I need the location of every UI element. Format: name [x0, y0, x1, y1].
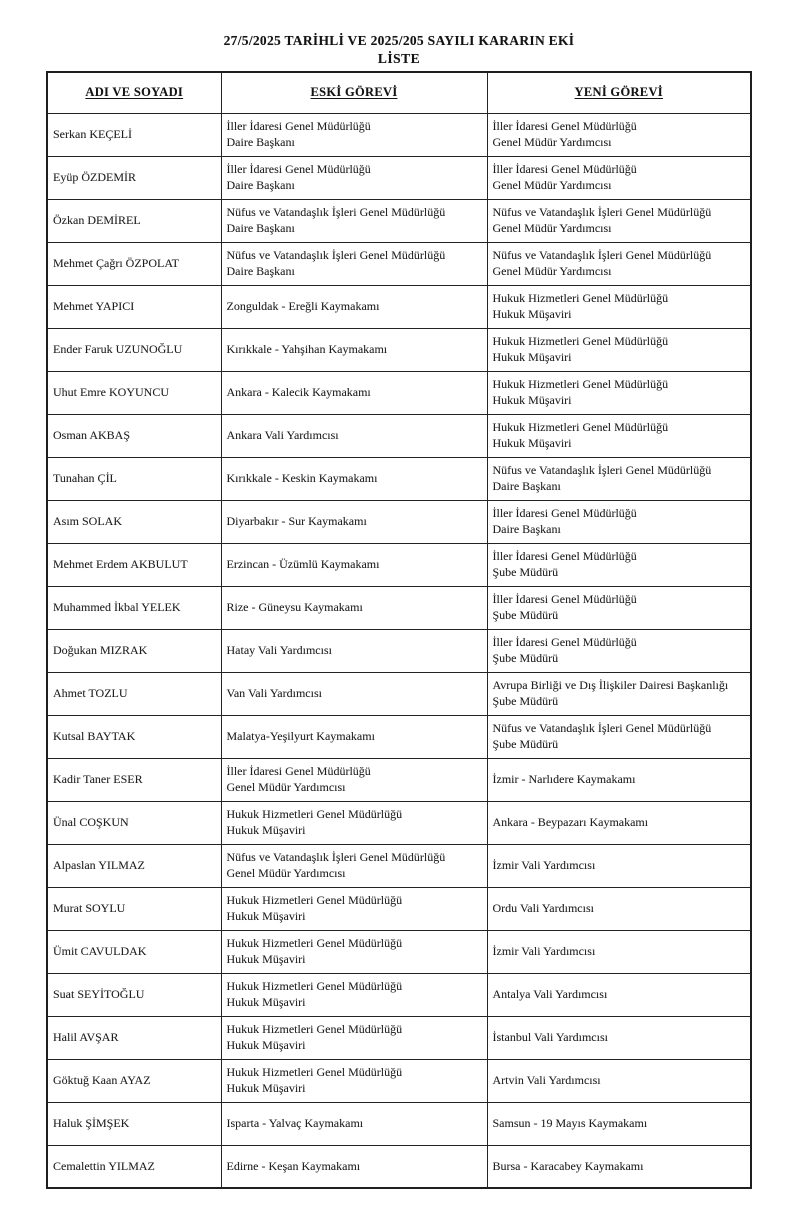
position-line: Hukuk Hizmetleri Genel Müdürlüğü: [492, 377, 669, 391]
header-new-position-label: YENİ GÖREVİ: [574, 85, 663, 100]
position-line: İller İdaresi Genel Müdürlüğü: [226, 764, 371, 778]
position-line: Kırıkkale - Keskin Kaymakamı: [226, 470, 378, 485]
document-subtitle: LİSTE: [377, 51, 421, 66]
position-line: Hukuk Müşaviri: [492, 306, 572, 321]
person-name: Murat SOYLU: [53, 900, 126, 915]
person-name: Özkan DEMİREL: [53, 212, 141, 227]
position-line: İller İdaresi Genel Müdürlüğü: [492, 592, 637, 606]
position-line: Hukuk Hizmetleri Genel Müdürlüğü: [226, 893, 403, 907]
position-line: Hukuk Müşaviri: [226, 1080, 306, 1095]
cell-new-position: [487, 672, 751, 715]
cell-new-position: [487, 758, 751, 801]
position-line: Diyarbakır - Sur Kaymakamı: [226, 513, 367, 528]
appointments-table: [46, 71, 752, 1189]
position-line: Nüfus ve Vatandaşlık İşleri Genel Müdürlüğü: [492, 248, 712, 262]
cell-person-name: [47, 113, 221, 156]
position-line: İller İdaresi Genel Müdürlüğü: [492, 635, 637, 649]
cell-person-name: [47, 328, 221, 371]
cell-old-position: [221, 242, 487, 285]
person-name: Kutsal BAYTAK: [53, 728, 136, 743]
position-line: Hukuk Müşaviri: [492, 435, 572, 450]
position-line: Şube Müdürü: [492, 607, 559, 622]
header-old-position-label: ESKİ GÖREVİ: [310, 85, 398, 100]
table-row: [47, 715, 751, 758]
position-line: İller İdaresi Genel Müdürlüğü: [492, 506, 637, 520]
table-row: [47, 156, 751, 199]
table-row: [47, 199, 751, 242]
cell-new-position: [487, 1059, 751, 1102]
cell-old-position: [221, 199, 487, 242]
header-cell-old-position: [221, 72, 487, 113]
position-line: Hukuk Hizmetleri Genel Müdürlüğü: [226, 1065, 403, 1079]
cell-old-position: [221, 844, 487, 887]
cell-person-name: [47, 887, 221, 930]
position-line: Şube Müdürü: [492, 650, 559, 665]
person-name: Mehmet Çağrı ÖZPOLAT: [53, 255, 179, 270]
cell-new-position: [487, 328, 751, 371]
cell-person-name: [47, 586, 221, 629]
person-name: Osman AKBAŞ: [53, 427, 131, 442]
person-name: Kadir Taner ESER: [53, 771, 143, 786]
position-line: Genel Müdür Yardımcısı: [492, 263, 612, 278]
cell-old-position: [221, 801, 487, 844]
position-line: İller İdaresi Genel Müdürlüğü: [226, 162, 371, 176]
cell-new-position: [487, 715, 751, 758]
cell-old-position: [221, 328, 487, 371]
position-line: Nüfus ve Vatandaşlık İşleri Genel Müdürlüğü: [226, 205, 446, 219]
cell-person-name: [47, 1059, 221, 1102]
cell-person-name: [47, 500, 221, 543]
cell-new-position: [487, 1102, 751, 1145]
person-name: Haluk ŞİMŞEK: [53, 1115, 130, 1130]
cell-new-position: [487, 285, 751, 328]
title-block: [0, 33, 798, 67]
cell-old-position: [221, 973, 487, 1016]
position-line: Isparta - Yalvaç Kaymakamı: [226, 1115, 364, 1130]
cell-person-name: [47, 844, 221, 887]
cell-person-name: [47, 758, 221, 801]
position-line: Hatay Vali Yardımcısı: [226, 642, 332, 657]
header-name-label: ADI VE SOYADI: [85, 85, 184, 100]
person-name: Cemalettin YILMAZ: [53, 1158, 155, 1173]
position-line: Hukuk Hizmetleri Genel Müdürlüğü: [226, 1022, 403, 1036]
position-line: İzmir Vali Yardımcısı: [492, 943, 596, 958]
table-row: [47, 1102, 751, 1145]
position-line: Daire Başkanı: [226, 177, 295, 192]
position-line: Nüfus ve Vatandaşlık İşleri Genel Müdürlüğü: [492, 463, 712, 477]
position-line: Genel Müdür Yardımcısı: [492, 177, 612, 192]
position-line: Ankara Vali Yardımcısı: [226, 427, 339, 442]
cell-old-position: [221, 500, 487, 543]
cell-new-position: [487, 629, 751, 672]
position-line: Nüfus ve Vatandaşlık İşleri Genel Müdürlüğü: [226, 248, 446, 262]
position-line: Hukuk Müşaviri: [226, 1037, 306, 1052]
cell-old-position: [221, 1016, 487, 1059]
table-row: [47, 371, 751, 414]
position-line: Avrupa Birliği ve Dış İlişkiler Dairesi Başkanlığı: [492, 678, 729, 692]
table-row: [47, 629, 751, 672]
cell-new-position: [487, 543, 751, 586]
cell-new-position: [487, 199, 751, 242]
cell-person-name: [47, 1102, 221, 1145]
table-row: [47, 1145, 751, 1188]
position-line: Hukuk Müşaviri: [226, 951, 306, 966]
position-line: Genel Müdür Yardımcısı: [492, 134, 612, 149]
cell-old-position: [221, 457, 487, 500]
position-line: Daire Başkanı: [226, 134, 295, 149]
position-line: Ankara - Kalecik Kaymakamı: [226, 384, 371, 399]
position-line: Şube Müdürü: [492, 736, 559, 751]
cell-old-position: [221, 371, 487, 414]
cell-person-name: [47, 543, 221, 586]
table-row: [47, 758, 751, 801]
cell-old-position: [221, 629, 487, 672]
position-line: Hukuk Hizmetleri Genel Müdürlüğü: [492, 334, 669, 348]
position-line: Van Vali Yardımcısı: [226, 685, 322, 700]
cell-new-position: [487, 457, 751, 500]
person-name: Ümit CAVULDAK: [53, 943, 147, 958]
table-row: [47, 586, 751, 629]
cell-new-position: [487, 113, 751, 156]
position-line: Genel Müdür Yardımcısı: [226, 779, 346, 794]
position-line: Hukuk Hizmetleri Genel Müdürlüğü: [226, 807, 403, 821]
position-line: Nüfus ve Vatandaşlık İşleri Genel Müdürlüğü: [226, 850, 446, 864]
position-line: Malatya-Yeşilyurt Kaymakamı: [226, 728, 375, 743]
position-line: Erzincan - Üzümlü Kaymakamı: [226, 556, 380, 571]
table-row: [47, 801, 751, 844]
table-row: [47, 500, 751, 543]
position-line: Daire Başkanı: [492, 521, 561, 536]
position-line: Edirne - Keşan Kaymakamı: [226, 1158, 361, 1173]
table-row: [47, 1016, 751, 1059]
cell-person-name: [47, 156, 221, 199]
cell-new-position: [487, 930, 751, 973]
table-row: [47, 328, 751, 371]
position-line: İller İdaresi Genel Müdürlüğü: [492, 119, 637, 133]
cell-new-position: [487, 844, 751, 887]
position-line: İzmir Vali Yardımcısı: [492, 857, 596, 872]
table-row: [47, 457, 751, 500]
cell-new-position: [487, 887, 751, 930]
person-name: Uhut Emre KOYUNCU: [53, 384, 169, 399]
person-name: Mehmet YAPICI: [53, 298, 135, 313]
table-body: [47, 113, 751, 1188]
person-name: Asım SOLAK: [53, 513, 123, 528]
cell-old-position: [221, 156, 487, 199]
position-line: İller İdaresi Genel Müdürlüğü: [492, 162, 637, 176]
position-line: Ordu Vali Yardımcısı: [492, 900, 594, 915]
cell-old-position: [221, 715, 487, 758]
position-line: Hukuk Müşaviri: [226, 822, 306, 837]
person-name: Suat SEYİTOĞLU: [53, 986, 145, 1001]
position-line: Bursa - Karacabey Kaymakamı: [492, 1158, 644, 1173]
position-line: Rize - Güneysu Kaymakamı: [226, 599, 363, 614]
table-row: [47, 543, 751, 586]
cell-old-position: [221, 758, 487, 801]
cell-new-position: [487, 156, 751, 199]
person-name: Doğukan MIZRAK: [53, 642, 148, 657]
cell-old-position: [221, 887, 487, 930]
cell-new-position: [487, 371, 751, 414]
position-line: Nüfus ve Vatandaşlık İşleri Genel Müdürlüğü: [492, 721, 712, 735]
person-name: Muhammed İkbal YELEK: [53, 599, 181, 614]
table-row: [47, 242, 751, 285]
position-line: Hukuk Müşaviri: [226, 908, 306, 923]
cell-old-position: [221, 113, 487, 156]
cell-person-name: [47, 457, 221, 500]
cell-new-position: [487, 500, 751, 543]
document-title: 27/5/2025 TARİHLİ VE 2025/205 SAYILI KARARIN EKİ: [223, 33, 575, 48]
position-line: Hukuk Müşaviri: [226, 994, 306, 1009]
position-line: Artvin Vali Yardımcısı: [492, 1072, 601, 1087]
position-line: Kırıkkale - Yahşihan Kaymakamı: [226, 341, 388, 356]
cell-person-name: [47, 629, 221, 672]
position-line: Hukuk Hizmetleri Genel Müdürlüğü: [226, 979, 403, 993]
person-name: Serkan KEÇELİ: [53, 126, 132, 141]
table-row: [47, 285, 751, 328]
cell-person-name: [47, 672, 221, 715]
position-line: Hukuk Müşaviri: [492, 349, 572, 364]
position-line: Hukuk Hizmetleri Genel Müdürlüğü: [492, 291, 669, 305]
cell-old-position: [221, 1145, 487, 1188]
table-row: [47, 414, 751, 457]
position-line: Ankara - Beypazarı Kaymakamı: [492, 814, 649, 829]
table-row: [47, 1059, 751, 1102]
cell-person-name: [47, 285, 221, 328]
header-row: [47, 72, 751, 113]
position-line: Şube Müdürü: [492, 693, 559, 708]
cell-new-position: [487, 801, 751, 844]
person-name: Ender Faruk UZUNOĞLU: [53, 341, 183, 356]
person-name: Halil AVŞAR: [53, 1029, 119, 1044]
person-name: Tunahan ÇİL: [53, 470, 117, 485]
cell-new-position: [487, 1016, 751, 1059]
person-name: Ahmet TOZLU: [53, 685, 128, 700]
position-line: İller İdaresi Genel Müdürlüğü: [226, 119, 371, 133]
cell-old-position: [221, 586, 487, 629]
table-row: [47, 844, 751, 887]
position-line: Daire Başkanı: [226, 263, 295, 278]
position-line: Hukuk Hizmetleri Genel Müdürlüğü: [226, 936, 403, 950]
cell-new-position: [487, 1145, 751, 1188]
cell-person-name: [47, 801, 221, 844]
table-row: [47, 672, 751, 715]
table-row: [47, 930, 751, 973]
person-name: Eyüp ÖZDEMİR: [53, 169, 136, 184]
table-row: [47, 973, 751, 1016]
cell-old-position: [221, 414, 487, 457]
cell-person-name: [47, 973, 221, 1016]
position-line: Genel Müdür Yardımcısı: [492, 220, 612, 235]
cell-person-name: [47, 414, 221, 457]
position-line: İstanbul Vali Yardımcısı: [492, 1029, 608, 1044]
position-line: Daire Başkanı: [226, 220, 295, 235]
position-line: Zonguldak - Ereğli Kaymakamı: [226, 298, 380, 313]
table-header: [47, 72, 751, 113]
position-line: Antalya Vali Yardımcısı: [492, 986, 608, 1001]
cell-new-position: [487, 242, 751, 285]
header-cell-name: [47, 72, 221, 113]
cell-new-position: [487, 973, 751, 1016]
cell-old-position: [221, 930, 487, 973]
cell-person-name: [47, 242, 221, 285]
position-line: Hukuk Hizmetleri Genel Müdürlüğü: [492, 420, 669, 434]
cell-old-position: [221, 285, 487, 328]
position-line: Samsun - 19 Mayıs Kaymakamı: [492, 1115, 648, 1130]
person-name: Mehmet Erdem AKBULUT: [53, 556, 188, 571]
cell-person-name: [47, 715, 221, 758]
cell-old-position: [221, 1102, 487, 1145]
position-line: İzmir - Narlıdere Kaymakamı: [492, 771, 636, 786]
cell-old-position: [221, 543, 487, 586]
cell-old-position: [221, 672, 487, 715]
position-line: Hukuk Müşaviri: [492, 392, 572, 407]
cell-old-position: [221, 1059, 487, 1102]
cell-person-name: [47, 371, 221, 414]
position-line: Şube Müdürü: [492, 564, 559, 579]
cell-person-name: [47, 930, 221, 973]
position-line: Daire Başkanı: [492, 478, 561, 493]
header-cell-new-position: [487, 72, 751, 113]
cell-new-position: [487, 414, 751, 457]
cell-person-name: [47, 1145, 221, 1188]
person-name: Ünal COŞKUN: [53, 814, 129, 829]
cell-person-name: [47, 1016, 221, 1059]
cell-person-name: [47, 199, 221, 242]
position-line: Genel Müdür Yardımcısı: [226, 865, 346, 880]
table-row: [47, 887, 751, 930]
cell-new-position: [487, 586, 751, 629]
position-line: Nüfus ve Vatandaşlık İşleri Genel Müdürlüğü: [492, 205, 712, 219]
position-line: İller İdaresi Genel Müdürlüğü: [492, 549, 637, 563]
table-row: [47, 113, 751, 156]
person-name: Göktuğ Kaan AYAZ: [53, 1072, 151, 1087]
person-name: Alpaslan YILMAZ: [53, 857, 145, 872]
